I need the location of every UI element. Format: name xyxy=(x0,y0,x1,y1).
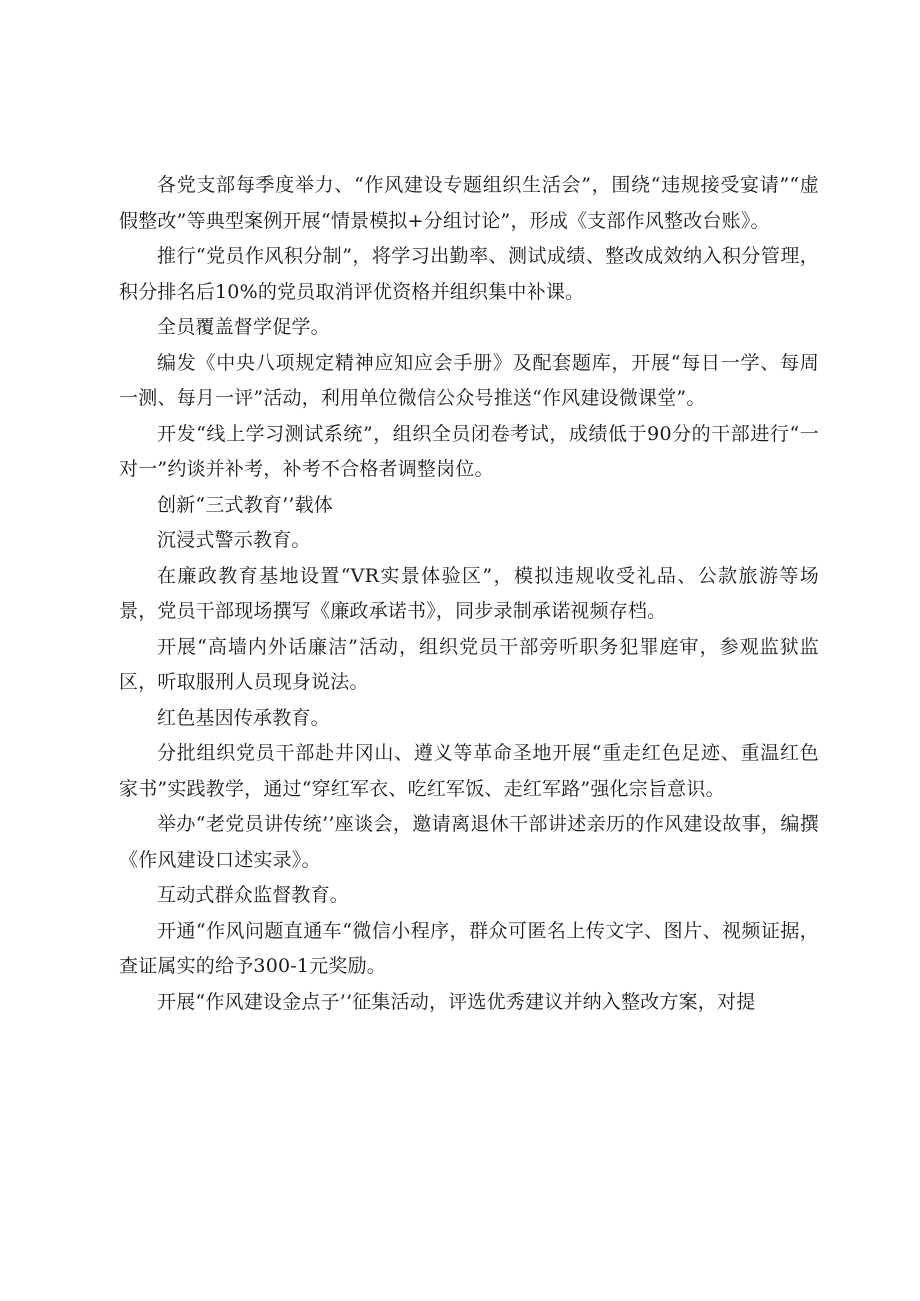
section-heading-3: 沉浸式警示教育。 xyxy=(157,529,311,551)
paragraph-8: 举办“老党员讲传统’’座谈会，邀请离退休干部讲述亲历的作风建设故事，编撰《作风建设口述实录》。 xyxy=(119,813,819,871)
paragraph-4: 开发“线上学习测试系统”，组织全员闭卷考试，成绩低于90分的干部进行“一对一”约谈并补考，补考不合格者调整岗位。 xyxy=(119,422,819,480)
section-heading-2: 创新“三式教育’’载体 xyxy=(157,493,333,516)
section-heading-4: 红色基因传承教育。 xyxy=(157,706,330,729)
paragraph-7: 分批组织党员干部赴井冈山、遵义等革命圣地开展“重走红色足迹、重温红色家书”实践教学，通过“穿红军衣、吃红军饭、走红军路”强化宗旨意识。 xyxy=(119,742,819,800)
paragraph-6: 开展“高墙内外话廉洁”活动，组织党员干部旁听职务犯罪庭审，参观监狱监区，听取服刑人员现身说法。 xyxy=(119,635,819,693)
paragraph-10: 开展“作风建设金点子’’征集活动，评选优秀建议并纳入整改方案，对提 xyxy=(157,990,756,1013)
document-body xyxy=(119,168,819,1020)
section-heading-5: 互动式群众监督教育。 xyxy=(157,884,350,906)
paragraph-2: 推行“党员作风积分制”，将学习出勤率、测试成绩、整改成效纳入积分管理，积分排名后10%的党员取消评优资格并组织集中补课。 xyxy=(119,245,819,303)
paragraph-1: 各党支部每季度举力、“作风建设专题组织生活会”，围绕“违规接受宴请”“虚假整改”等典型案例开展“情景模拟+分组讨论”，形成《支部作风整改台账》。 xyxy=(119,174,819,232)
paragraph-5: 在廉政教育基地设置“VR实景体验区”，模拟违规收受礼品、公款旅游等场景，党员干部现场撰写《廉政承诺书》，同步录制承诺视频存档。 xyxy=(119,564,819,622)
paragraph-3: 编发《中央八项规定精神应知应会手册》及配套题库，开展“每日一学、每周一测、每月一评”活动，利用单位微信公众号推送“作风建设微课堂”。 xyxy=(119,351,819,409)
section-heading-1: 全员覆盖督学促学。 xyxy=(157,316,330,338)
paragraph-9: 开通“作风问题直通车“微信小程序，群众可匿名上传文字、图片、视频证据，查证属实的给予300-1元奖励。 xyxy=(119,919,819,977)
